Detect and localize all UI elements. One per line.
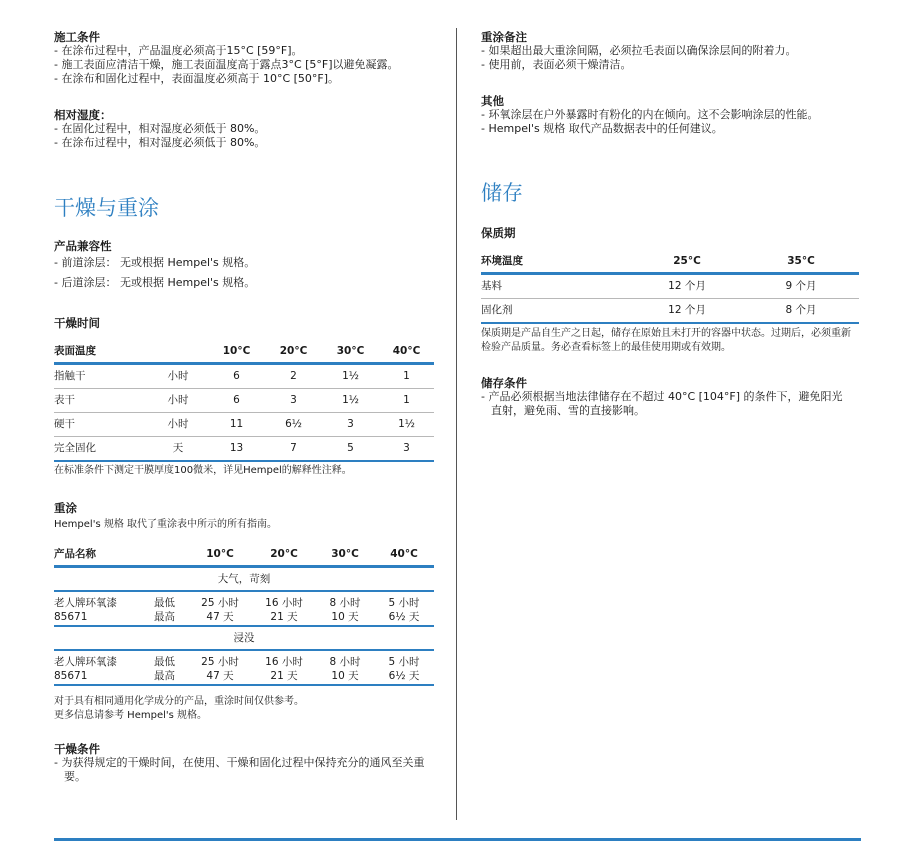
recoating-intro: Hempel's 规格 取代了重涂表中所示的所有指南。 (54, 519, 278, 530)
section-title: 重涂备注 (481, 30, 527, 44)
shelf-life-title: 保质期 (481, 226, 516, 240)
bottom-rule (54, 838, 861, 841)
list-item: - 施工表面应清洁干燥，施工表面温度高于露点3°C [5°F]以避免凝露。 (54, 58, 399, 71)
column-header (148, 341, 208, 363)
shelf-life-table (481, 251, 859, 324)
table-header-row (481, 251, 859, 273)
list-item: - 后道涂层： 无或根据 Hempel's 规格。 (54, 276, 256, 289)
table-row: 老人牌环氧漆 最低 25 小时 16 小时 8 小时 5 小时 (54, 655, 420, 668)
column-header: 30°C (316, 544, 374, 566)
drying-time-table (54, 341, 434, 462)
list-item: - 在涂布和固化过程中，表面温度必须高于 10°C [50°F]。 (54, 72, 340, 85)
list-item: - 如果超出最大重涂间隔，必须拉毛表面以确保涂层间的附着力。 (481, 44, 797, 57)
recoating-table (54, 544, 434, 686)
column-header: 10°C (208, 341, 265, 363)
column-header: 环境温度 (481, 251, 631, 273)
note-line: 对于具有相同通用化学成分的产品，重涂时间仅供参考。 (54, 696, 304, 707)
drying-recoating-heading: 干燥与重涂 (54, 196, 159, 220)
table-row: 硬干 小时 11 6½ 3 1½ (54, 412, 434, 436)
table-row: 85671 最高 47 天 21 天 10 天 6½ 天 (54, 669, 434, 685)
column-header: 25°C (631, 251, 743, 273)
recoat-notes-section (481, 30, 861, 72)
list-item: - 为获得规定的干燥时间，在使用、干燥和固化过程中保持充分的通风至关重要。 (54, 756, 425, 783)
table-row: 老人牌环氧漆 最低 25 小时 16 小时 8 小时 5 小时 (54, 596, 420, 609)
column-header: 10°C (188, 544, 252, 566)
table-row: 固化剂 12 个月 8 个月 (481, 298, 859, 323)
table-row: 表干 小时 6 3 1½ 1 (54, 388, 434, 412)
list-item: - 在涂布过程中，相对湿度必须低于 80%。 (54, 136, 266, 149)
section-title: 产品兼容性 (54, 239, 112, 253)
column-header: 20°C (252, 544, 316, 566)
storage-heading: 储存 (481, 181, 523, 205)
column-header: 40°C (379, 341, 434, 363)
column-header: 产品名称 (54, 544, 154, 566)
group-row: 大气，苛刻 (54, 566, 434, 591)
group-row: 浸没 (54, 626, 434, 650)
section-title: 其他 (481, 94, 504, 108)
list-item: - 前道涂层： 无或根据 Hempel's 规格。 (54, 256, 256, 269)
column-header: 40°C (374, 544, 434, 566)
table-row: 85671 最高 47 天 21 天 10 天 6½ 天 (54, 610, 434, 626)
table-row: 指触干 小时 6 2 1½ 1 (54, 363, 434, 388)
section-title: 相对湿度： (54, 108, 112, 122)
application-conditions-section (54, 30, 436, 86)
column-divider (456, 28, 457, 820)
column-header: 表面温度 (54, 341, 148, 363)
list-item: - 在固化过程中，相对湿度必须低于 80%。 (54, 122, 266, 135)
table-row: 完全固化 天 13 7 5 3 (54, 436, 434, 461)
section-title: 干燥条件 (54, 742, 100, 756)
drying-time-note: 在标准条件下测定干膜厚度100微米，详见Hempel的解释性注释。 (54, 465, 352, 476)
list-item: - Hempel's 规格 取代产品数据表中的任何建议。 (481, 122, 723, 135)
table-header-row (54, 341, 434, 363)
section-title: 储存条件 (481, 376, 527, 390)
column-header: 20°C (265, 341, 322, 363)
recoating-title: 重涂 (54, 501, 77, 515)
table-row: 基料 12 个月 9 个月 (481, 273, 859, 298)
recoating-notes (54, 695, 304, 723)
table-header-row (54, 544, 434, 566)
shelf-life-note: 保质期是产品自生产之日起，储存在原始且未打开的容器中状态。过期后，必须重新检验产品质量。务必查看标签上的最佳使用期或有效期。 (481, 328, 851, 353)
list-item: - 在涂布过程中，产品温度必须高于15°C [59°F]。 (54, 44, 303, 57)
storage-conditions-section (481, 376, 853, 418)
drying-time-title: 干燥时间 (54, 316, 100, 330)
list-item: - 使用前，表面必须干燥清洁。 (481, 58, 632, 71)
section-title: 施工条件 (54, 30, 100, 44)
relative-humidity-section (54, 108, 436, 150)
other-section (481, 94, 861, 136)
list-item: - 环氧涂层在户外暴露时有粉化的内在倾向。这不会影响涂层的性能。 (481, 108, 819, 121)
column-header: 30°C (322, 341, 379, 363)
column-header: 35°C (743, 251, 859, 273)
drying-conditions-section (54, 742, 434, 784)
compatibility-section (54, 239, 436, 293)
list-item: - 产品必须根据当地法律储存在不超过 40°C [104°F] 的条件下，避免阳光直射，避免雨、雪的直接影响。 (481, 390, 843, 417)
note-line: 更多信息请参考 Hempel's 规格。 (54, 710, 208, 721)
column-header (154, 544, 188, 566)
